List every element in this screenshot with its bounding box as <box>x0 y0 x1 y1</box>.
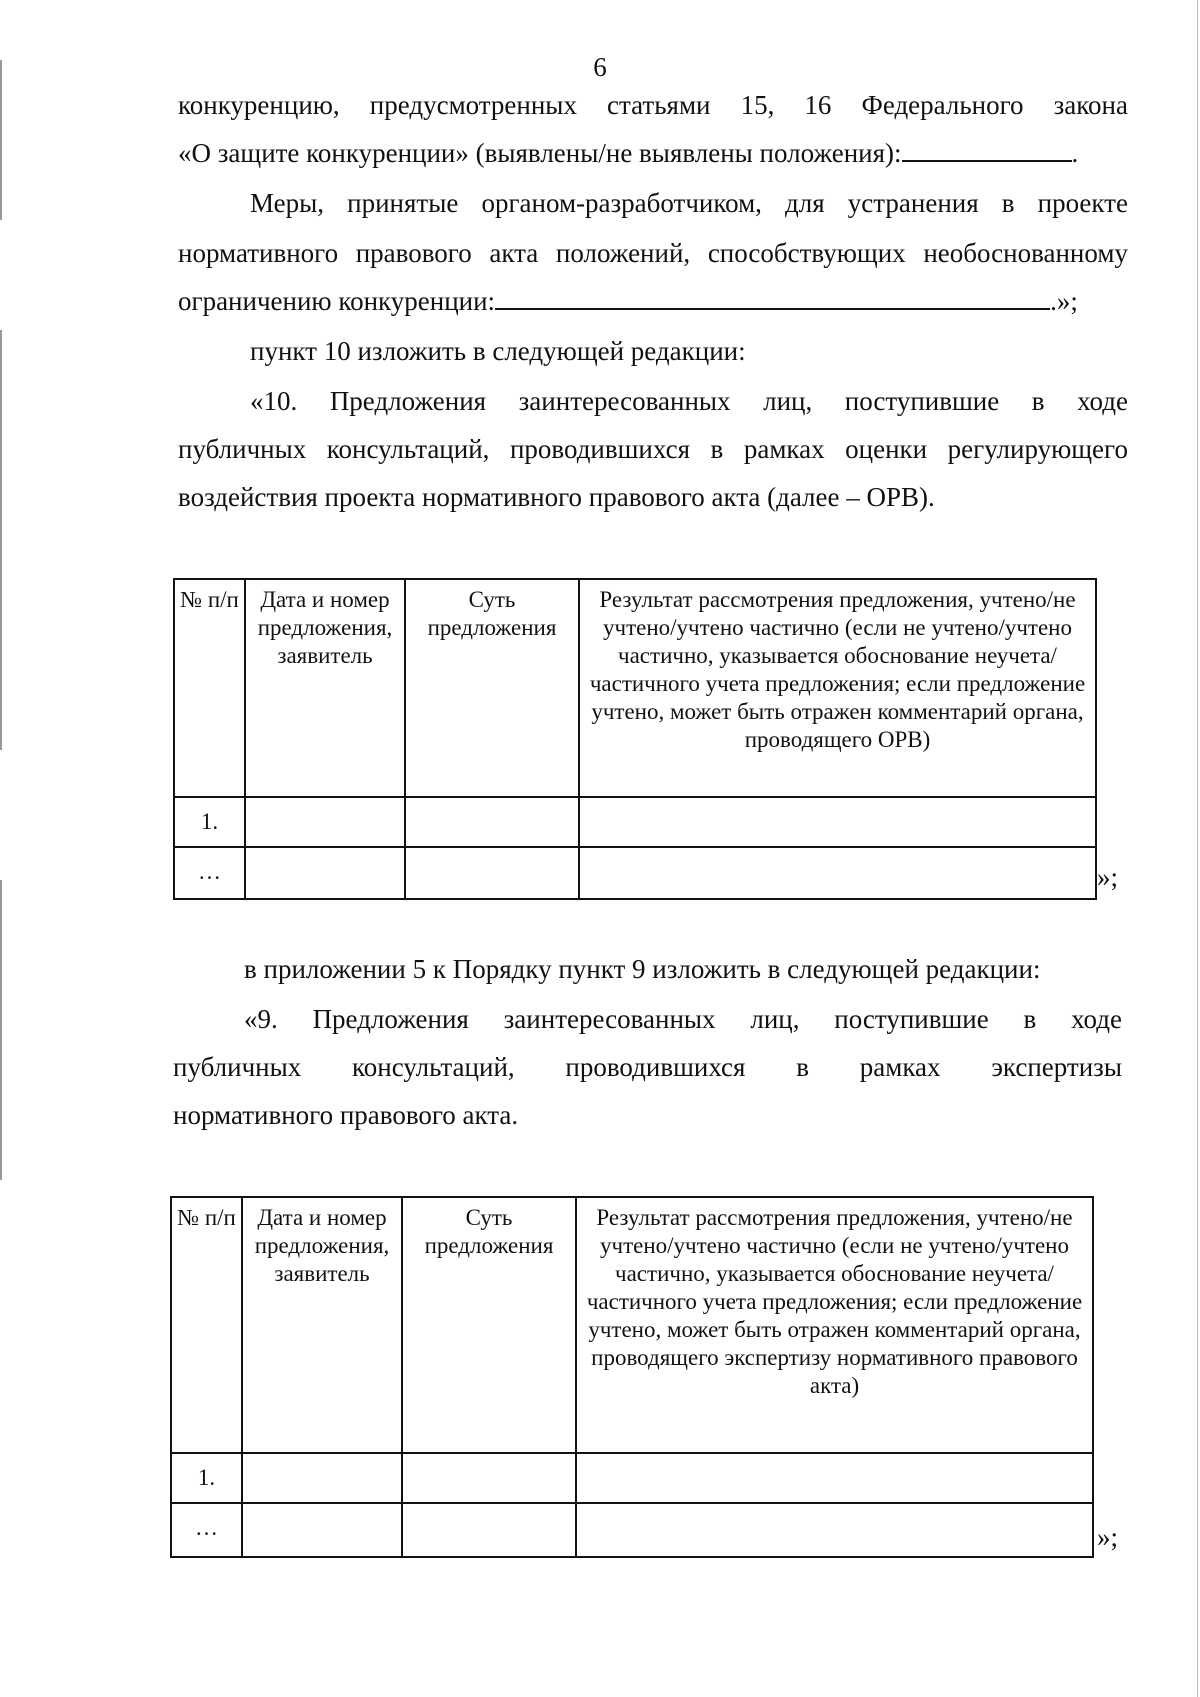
para4-line2 <box>178 432 1128 466</box>
para6-line2 <box>173 1050 1122 1084</box>
para5: в приложении 5 к Порядку пункт 9 изложить в следующей редакции: <box>244 954 1041 984</box>
word: проводившихся <box>565 1052 746 1082</box>
word: публичных <box>178 434 307 464</box>
word: 15, <box>740 90 775 120</box>
word: для <box>785 188 825 218</box>
header-result: Результат рассмотрения предложения, учтено/не учтено/учтено частично (если не учтено/учтено частично, указывается обоснование неучета/частичного учета предложения; если предложение учтено, может быть отражен комментарий органа, проводящего ОРВ) <box>579 579 1096 797</box>
word: заинтересованных <box>518 386 731 416</box>
word: предусмотренных <box>369 90 577 120</box>
word: рамках <box>743 434 825 464</box>
row-cell <box>402 1453 576 1503</box>
para3: пункт 10 изложить в следующей редакции: <box>250 336 746 366</box>
para2-line1 <box>250 186 1128 220</box>
row-number: … <box>174 847 245 899</box>
word: проводившихся <box>509 434 690 464</box>
word: положений, <box>555 238 691 268</box>
para1-line2-text: «О защите конкуренции» (выявлены/не выявлены положения): <box>178 138 902 168</box>
word: конкуренцию, <box>178 90 340 120</box>
row-cell <box>576 1453 1093 1503</box>
word: в <box>1031 386 1045 416</box>
word: принятые <box>347 188 459 218</box>
row-number: 1. <box>174 797 245 847</box>
word: в <box>1023 1004 1037 1034</box>
table-row <box>171 1503 1093 1557</box>
word: «10. <box>250 386 298 416</box>
word: Предложения <box>329 386 487 416</box>
word: Предложения <box>312 1004 469 1034</box>
word: консультаций, <box>352 1052 515 1082</box>
word: в <box>710 434 724 464</box>
word: регулирующего <box>947 434 1128 464</box>
header-essence: Суть предложения <box>405 579 579 797</box>
para4-line1 <box>250 384 1128 418</box>
word: ходе <box>1071 1004 1122 1034</box>
header-essence: Суть предложения <box>402 1197 576 1453</box>
para2-line3-end: .»; <box>1050 286 1078 316</box>
blank-fill-line <box>902 138 1072 162</box>
para1-line2 <box>178 136 1128 170</box>
scan-edge-mark <box>0 880 2 1180</box>
word: лиц, <box>763 386 813 416</box>
word: нормативного <box>178 238 339 268</box>
word: поступившие <box>834 1004 989 1034</box>
blank-fill-line <box>495 286 1050 310</box>
word: закона <box>1053 90 1128 120</box>
row-cell <box>579 797 1096 847</box>
word: лиц, <box>750 1004 800 1034</box>
row-cell <box>242 1453 402 1503</box>
word: оценки <box>845 434 928 464</box>
scan-edge-mark <box>1197 0 1198 1697</box>
word: органом-разработчиком, <box>481 188 762 218</box>
table-row <box>174 847 1096 899</box>
word: публичных <box>173 1052 302 1082</box>
word: правового <box>355 238 472 268</box>
word: 16 <box>804 90 832 120</box>
header-number: № п/п <box>174 579 245 797</box>
word: статьями <box>607 90 711 120</box>
para6-line1 <box>244 1002 1122 1036</box>
word: поступившие <box>844 386 1000 416</box>
word: способствующих <box>707 238 906 268</box>
word: Меры, <box>250 188 325 218</box>
row-cell <box>245 797 405 847</box>
header-date-number: Дата и номер предложения, заявитель <box>245 579 405 797</box>
para1-line2-end: . <box>1071 138 1079 168</box>
table-row <box>171 1453 1093 1503</box>
word: проекте <box>1037 188 1128 218</box>
para6-line3: нормативного правового акта. <box>173 1100 519 1130</box>
scan-edge-mark <box>0 60 2 220</box>
header-date-number: Дата и номер предложения, заявитель <box>242 1197 402 1453</box>
table1-closing: »; <box>1097 862 1119 892</box>
word: «9. <box>244 1004 278 1034</box>
para1-line1 <box>178 88 1128 122</box>
scan-edge-mark <box>0 330 2 750</box>
para4-line3: воздействия проекта нормативного правового акта (далее – ОРВ). <box>178 482 935 512</box>
para2-line3-text: ограничению конкуренции: <box>178 286 496 316</box>
word: ходе <box>1077 386 1128 416</box>
word: рамках <box>859 1052 941 1082</box>
row-cell <box>245 847 405 899</box>
row-cell <box>242 1503 402 1557</box>
table-row <box>174 797 1096 847</box>
page-number: 6 <box>593 52 607 82</box>
row-cell <box>576 1503 1093 1557</box>
word: устранения <box>847 188 979 218</box>
word: заинтересованных <box>503 1004 716 1034</box>
header-number: № п/п <box>171 1197 242 1453</box>
word: экспертизы <box>991 1052 1122 1082</box>
word: необоснованному <box>923 238 1128 268</box>
proposals-table-orv <box>173 578 1097 900</box>
word: в <box>1001 188 1015 218</box>
row-number: … <box>171 1503 242 1557</box>
row-cell <box>405 847 579 899</box>
row-cell <box>579 847 1096 899</box>
header-result: Результат рассмотрения предложения, учтено/не учтено/учтено частично (если не учтено/учтено частично, указывается обоснование неучета/частичного учета предложения; если предложение учтено, может быть отражен комментарий органа, проводящего экспертизу нормативного правового акта) <box>576 1197 1093 1453</box>
word: Федерального <box>861 90 1024 120</box>
row-number: 1. <box>171 1453 242 1503</box>
word: консультаций, <box>326 434 490 464</box>
row-cell <box>402 1503 576 1557</box>
row-cell <box>405 797 579 847</box>
table-header-row <box>171 1197 1093 1453</box>
proposals-table-expertise <box>170 1196 1094 1558</box>
table2-closing: »; <box>1097 1522 1119 1552</box>
para2-line3 <box>178 284 1128 318</box>
word: в <box>796 1052 809 1082</box>
word: акта <box>489 238 539 268</box>
table-header-row <box>174 579 1096 797</box>
para2-line2 <box>178 236 1128 270</box>
